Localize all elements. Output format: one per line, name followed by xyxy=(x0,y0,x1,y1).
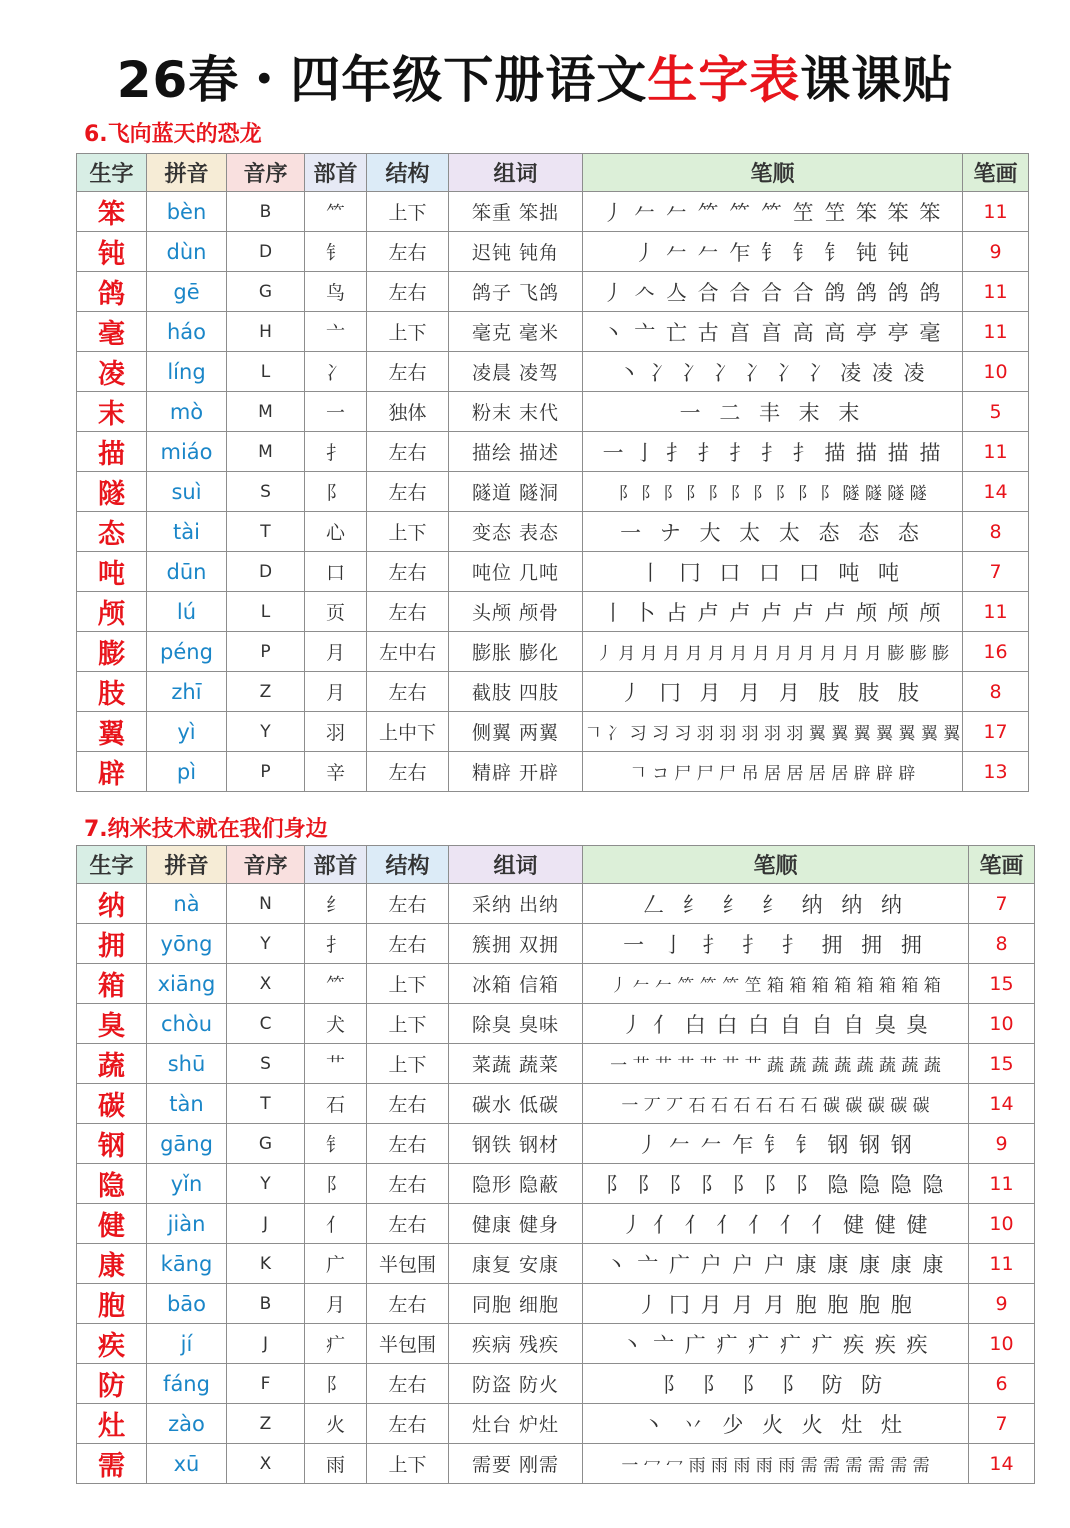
header-radical: 部首 xyxy=(305,154,367,192)
cell-pinyin: kāng xyxy=(147,1244,227,1284)
cell-strokes: 𠃍 コ 尸 尸 尸 吊 居 居 居 居 辟 辟 辟 xyxy=(583,752,963,792)
cell-pinyin: yǐn xyxy=(147,1164,227,1204)
cell-char: 鸽 xyxy=(77,272,147,312)
cell-strokes: 一 ナ 大 太 太 态 态 态 xyxy=(583,512,963,552)
cell-structure: 上下 xyxy=(367,1004,449,1044)
table-row xyxy=(77,1044,1035,1084)
header-pinyin: 拼音 xyxy=(147,846,227,884)
table-row xyxy=(77,352,1029,392)
cell-order: P xyxy=(227,632,305,672)
cell-strokes: 一 冖 冖 雨 雨 雨 雨 雨 需 需 需 需 需 需 xyxy=(583,1444,969,1484)
cell-count: 11 xyxy=(963,592,1029,632)
header-strokes: 笔顺 xyxy=(583,846,969,884)
cell-order: B xyxy=(227,1284,305,1324)
table-row xyxy=(77,1364,1035,1404)
cell-order: N xyxy=(227,884,305,924)
cell-count: 9 xyxy=(969,1124,1035,1164)
cell-words: 鸽子 飞鸽 xyxy=(449,272,583,312)
cell-strokes: 丿 亻 亻 亻 亻 亻 亻 健 健 健 xyxy=(583,1204,969,1244)
cell-radical: 冫 xyxy=(305,352,367,392)
cell-words: 凌晨 凌驾 xyxy=(449,352,583,392)
cell-char: 凌 xyxy=(77,352,147,392)
cell-strokes: 一 亅 扌 扌 扌 拥 拥 拥 xyxy=(583,924,969,964)
table-row xyxy=(77,312,1029,352)
cell-order: C xyxy=(227,1004,305,1044)
cell-order: S xyxy=(227,1044,305,1084)
cell-pinyin: nà xyxy=(147,884,227,924)
cell-words: 除臭 臭味 xyxy=(449,1004,583,1044)
cell-radical: 疒 xyxy=(305,1324,367,1364)
cell-count: 13 xyxy=(963,752,1029,792)
cell-pinyin: dùn xyxy=(147,232,227,272)
cell-structure: 左右 xyxy=(367,672,449,712)
cell-structure: 上下 xyxy=(367,1444,449,1484)
cell-words: 侧翼 两翼 xyxy=(449,712,583,752)
cell-pinyin: zào xyxy=(147,1404,227,1444)
cell-count: 11 xyxy=(963,272,1029,312)
cell-pinyin: dūn xyxy=(147,552,227,592)
table-row xyxy=(77,1164,1035,1204)
cell-pinyin: xiāng xyxy=(147,964,227,1004)
cell-pinyin: jí xyxy=(147,1324,227,1364)
cell-structure: 左右 xyxy=(367,884,449,924)
cell-strokes: 𠃋 纟 纟 纟 纳 纳 纳 xyxy=(583,884,969,924)
cell-char: 隧 xyxy=(77,472,147,512)
table-row xyxy=(77,632,1029,672)
cell-words: 迟钝 钝角 xyxy=(449,232,583,272)
table-row xyxy=(77,1004,1035,1044)
cell-words: 隧道 隧洞 xyxy=(449,472,583,512)
cell-strokes: 丶 亠 广 户 户 户 康 康 康 康 康 xyxy=(583,1244,969,1284)
cell-radical: 火 xyxy=(305,1404,367,1444)
cell-radical: 亻 xyxy=(305,1204,367,1244)
header-structure: 结构 xyxy=(367,846,449,884)
cell-pinyin: bāo xyxy=(147,1284,227,1324)
header-words: 组词 xyxy=(449,154,583,192)
cell-count: 10 xyxy=(969,1324,1035,1364)
cell-structure: 上下 xyxy=(367,312,449,352)
cell-structure: 半包围 xyxy=(367,1244,449,1284)
cell-radical: 广 xyxy=(305,1244,367,1284)
cell-strokes: 丶 亠 广 疒 疒 疒 疒 疾 疾 疾 xyxy=(583,1324,969,1364)
cell-pinyin: jiàn xyxy=(147,1204,227,1244)
cell-strokes: 丿 冂 月 月 月 肢 肢 肢 xyxy=(583,672,963,712)
cell-count: 11 xyxy=(969,1164,1035,1204)
cell-order: T xyxy=(227,512,305,552)
cell-structure: 左中右 xyxy=(367,632,449,672)
cell-words: 碳水 低碳 xyxy=(449,1084,583,1124)
cell-structure: 上中下 xyxy=(367,712,449,752)
cell-structure: 左右 xyxy=(367,752,449,792)
header-row xyxy=(77,154,1029,192)
table-row xyxy=(77,1444,1035,1484)
cell-words: 冰箱 信箱 xyxy=(449,964,583,1004)
cell-words: 康复 安康 xyxy=(449,1244,583,1284)
table-row xyxy=(77,1284,1035,1324)
cell-radical: 月 xyxy=(305,672,367,712)
cell-radical: 阝 xyxy=(305,1364,367,1404)
cell-count: 5 xyxy=(963,392,1029,432)
cell-words: 采纳 出纳 xyxy=(449,884,583,924)
cell-pinyin: suì xyxy=(147,472,227,512)
cell-count: 7 xyxy=(969,1404,1035,1444)
cell-words: 灶台 炉灶 xyxy=(449,1404,583,1444)
section-title-6: 6.飞向蓝天的恐龙 xyxy=(84,122,262,147)
header-radical: 部首 xyxy=(305,846,367,884)
cell-pinyin: líng xyxy=(147,352,227,392)
cell-words: 疾病 残疾 xyxy=(449,1324,583,1364)
cell-radical: 阝 xyxy=(305,1164,367,1204)
cell-char: 蔬 xyxy=(77,1044,147,1084)
cell-radical: 辛 xyxy=(305,752,367,792)
cell-words: 隐形 隐蔽 xyxy=(449,1164,583,1204)
cell-pinyin: bèn xyxy=(147,192,227,232)
table-row xyxy=(77,232,1029,272)
cell-count: 16 xyxy=(963,632,1029,672)
cell-char: 吨 xyxy=(77,552,147,592)
cell-strokes: 丶 亠 亡 古 亯 亯 高 高 亭 亭 毫 xyxy=(583,312,963,352)
cell-strokes: 丿 𠂉 𠂉 ⺮ ⺮ ⺮ 笁 笁 笨 笨 笨 xyxy=(583,192,963,232)
title-part-3: 课课贴 xyxy=(800,51,954,109)
cell-radical: 阝 xyxy=(305,472,367,512)
cell-words: 精辟 开辟 xyxy=(449,752,583,792)
cell-count: 6 xyxy=(969,1364,1035,1404)
cell-pinyin: háo xyxy=(147,312,227,352)
cell-order: Y xyxy=(227,924,305,964)
cell-char: 末 xyxy=(77,392,147,432)
cell-count: 10 xyxy=(969,1204,1035,1244)
cell-count: 14 xyxy=(963,472,1029,512)
header-char: 生字 xyxy=(77,154,147,192)
table-row xyxy=(77,392,1029,432)
cell-structure: 左右 xyxy=(367,1124,449,1164)
cell-structure: 左右 xyxy=(367,1204,449,1244)
page-title xyxy=(0,40,1070,112)
cell-order: D xyxy=(227,232,305,272)
cell-radical: 扌 xyxy=(305,924,367,964)
cell-structure: 左右 xyxy=(367,1164,449,1204)
cell-strokes: 阝 阝 阝 阝 阝 阝 阝 隐 隐 隐 隐 xyxy=(583,1164,969,1204)
cell-structure: 半包围 xyxy=(367,1324,449,1364)
cell-structure: 左右 xyxy=(367,1084,449,1124)
header-pinyin: 拼音 xyxy=(147,154,227,192)
cell-structure: 左右 xyxy=(367,592,449,632)
cell-char: 碳 xyxy=(77,1084,147,1124)
cell-pinyin: gē xyxy=(147,272,227,312)
table-row xyxy=(77,752,1029,792)
cell-pinyin: mò xyxy=(147,392,227,432)
cell-words: 笨重 笨拙 xyxy=(449,192,583,232)
cell-char: 毫 xyxy=(77,312,147,352)
cell-radical: 石 xyxy=(305,1084,367,1124)
cell-count: 11 xyxy=(963,192,1029,232)
cell-order: B xyxy=(227,192,305,232)
cell-pinyin: péng xyxy=(147,632,227,672)
cell-order: D xyxy=(227,552,305,592)
cell-char: 防 xyxy=(77,1364,147,1404)
cell-radical: 鸟 xyxy=(305,272,367,312)
cell-count: 9 xyxy=(963,232,1029,272)
cell-char: 钝 xyxy=(77,232,147,272)
cell-structure: 上下 xyxy=(367,964,449,1004)
character-table-lesson-6 xyxy=(76,153,1029,792)
cell-strokes: 丨 冂 口 口 口 吨 吨 xyxy=(583,552,963,592)
cell-order: G xyxy=(227,1124,305,1164)
cell-count: 15 xyxy=(969,1044,1035,1084)
table-row xyxy=(77,192,1029,232)
table-row xyxy=(77,884,1035,924)
cell-count: 9 xyxy=(969,1284,1035,1324)
cell-count: 17 xyxy=(963,712,1029,752)
cell-words: 截肢 四肢 xyxy=(449,672,583,712)
cell-radical: ⺮ xyxy=(305,192,367,232)
cell-words: 健康 健身 xyxy=(449,1204,583,1244)
cell-structure: 左右 xyxy=(367,472,449,512)
cell-count: 8 xyxy=(969,924,1035,964)
cell-strokes: 丿 𠂉 𠂉 ⺮ ⺮ ⺮ 笁 箱 箱 箱 箱 箱 箱 箱 箱 xyxy=(583,964,969,1004)
cell-structure: 左右 xyxy=(367,432,449,472)
cell-strokes: 𠃍 冫 习 习 习 羽 羽 羽 羽 羽 翼 翼 翼 翼 翼 翼 翼 xyxy=(583,712,963,752)
header-count: 笔画 xyxy=(963,154,1029,192)
cell-strokes: 丿 亻 白 白 白 自 自 自 臭 臭 xyxy=(583,1004,969,1044)
cell-count: 11 xyxy=(963,432,1029,472)
cell-order: L xyxy=(227,592,305,632)
cell-char: 描 xyxy=(77,432,147,472)
cell-structure: 左右 xyxy=(367,1284,449,1324)
table-row xyxy=(77,272,1029,312)
cell-radical: 钅 xyxy=(305,1124,367,1164)
cell-pinyin: yōng xyxy=(147,924,227,964)
header-order: 音序 xyxy=(227,846,305,884)
cell-words: 粉末 末代 xyxy=(449,392,583,432)
cell-strokes: 丶 丷 少 火 火 灶 灶 xyxy=(583,1404,969,1444)
cell-char: 辟 xyxy=(77,752,147,792)
cell-order: Z xyxy=(227,1404,305,1444)
header-order: 音序 xyxy=(227,154,305,192)
cell-char: 膨 xyxy=(77,632,147,672)
cell-order: Y xyxy=(227,1164,305,1204)
cell-char: 臭 xyxy=(77,1004,147,1044)
cell-strokes: 丿 𠆢 亼 合 合 合 合 鸽 鸽 鸽 鸽 xyxy=(583,272,963,312)
cell-order: G xyxy=(227,272,305,312)
cell-pinyin: gāng xyxy=(147,1124,227,1164)
cell-words: 变态 表态 xyxy=(449,512,583,552)
cell-order: F xyxy=(227,1364,305,1404)
header-strokes: 笔顺 xyxy=(583,154,963,192)
cell-char: 隐 xyxy=(77,1164,147,1204)
title-part-1: 26春・四年级下册语文 xyxy=(116,51,648,109)
cell-count: 14 xyxy=(969,1444,1035,1484)
cell-structure: 左右 xyxy=(367,1364,449,1404)
header-structure: 结构 xyxy=(367,154,449,192)
section-title-7: 7.纳米技术就在我们身边 xyxy=(84,817,328,842)
cell-pinyin: zhī xyxy=(147,672,227,712)
cell-structure: 上下 xyxy=(367,512,449,552)
cell-radical: 页 xyxy=(305,592,367,632)
cell-radical: 艹 xyxy=(305,1044,367,1084)
cell-count: 8 xyxy=(963,672,1029,712)
cell-pinyin: pì xyxy=(147,752,227,792)
cell-radical: 犬 xyxy=(305,1004,367,1044)
cell-char: 需 xyxy=(77,1444,147,1484)
cell-strokes: 丨 卜 占 卢 卢 卢 卢 卢 颅 颅 颅 xyxy=(583,592,963,632)
cell-structure: 上下 xyxy=(367,192,449,232)
title-part-2: 生字表 xyxy=(647,51,801,109)
cell-count: 8 xyxy=(963,512,1029,552)
cell-structure: 独体 xyxy=(367,392,449,432)
cell-char: 灶 xyxy=(77,1404,147,1444)
cell-order: L xyxy=(227,352,305,392)
cell-strokes: 一 二 丰 末 末 xyxy=(583,392,963,432)
cell-strokes: 阝 阝 阝 阝 阝 阝 阝 阝 阝 阝 隧 隧 隧 隧 xyxy=(583,472,963,512)
cell-strokes: 阝 阝 阝 阝 防 防 xyxy=(583,1364,969,1404)
cell-pinyin: chòu xyxy=(147,1004,227,1044)
cell-radical: 钅 xyxy=(305,232,367,272)
cell-words: 膨胀 膨化 xyxy=(449,632,583,672)
character-table-lesson-7 xyxy=(76,845,1035,1484)
table-row xyxy=(77,512,1029,552)
cell-radical: ⺮ xyxy=(305,964,367,1004)
cell-strokes: 一 艹 艹 艹 艹 艹 艹 蔬 蔬 蔬 蔬 蔬 蔬 蔬 蔬 xyxy=(583,1044,969,1084)
cell-pinyin: yì xyxy=(147,712,227,752)
cell-radical: 亠 xyxy=(305,312,367,352)
cell-strokes: 丶 冫 冫 冫 冫 冫 冫 凌 凌 凌 xyxy=(583,352,963,392)
table-row xyxy=(77,1324,1035,1364)
cell-words: 防盗 防火 xyxy=(449,1364,583,1404)
cell-words: 毫克 毫米 xyxy=(449,312,583,352)
cell-char: 箱 xyxy=(77,964,147,1004)
cell-strokes: 一 亅 扌 扌 扌 扌 扌 描 描 描 描 xyxy=(583,432,963,472)
table-row xyxy=(77,1404,1035,1444)
cell-radical: 纟 xyxy=(305,884,367,924)
cell-structure: 上下 xyxy=(367,1044,449,1084)
cell-words: 需要 刚需 xyxy=(449,1444,583,1484)
table-row xyxy=(77,712,1029,752)
cell-char: 钢 xyxy=(77,1124,147,1164)
cell-pinyin: fáng xyxy=(147,1364,227,1404)
cell-char: 拥 xyxy=(77,924,147,964)
cell-strokes: 丿 𠂉 𠂉 乍 钅 钅 钅 钝 钝 xyxy=(583,232,963,272)
cell-order: J xyxy=(227,1204,305,1244)
cell-words: 同胞 细胞 xyxy=(449,1284,583,1324)
cell-strokes: 丿 月 月 月 月 月 月 月 月 月 月 月 月 膨 膨 膨 xyxy=(583,632,963,672)
cell-char: 胞 xyxy=(77,1284,147,1324)
cell-radical: 心 xyxy=(305,512,367,552)
cell-count: 14 xyxy=(969,1084,1035,1124)
cell-radical: 一 xyxy=(305,392,367,432)
cell-radical: 羽 xyxy=(305,712,367,752)
cell-count: 11 xyxy=(963,312,1029,352)
cell-structure: 左右 xyxy=(367,552,449,592)
cell-words: 头颅 颅骨 xyxy=(449,592,583,632)
cell-order: X xyxy=(227,1444,305,1484)
cell-char: 康 xyxy=(77,1244,147,1284)
cell-order: X xyxy=(227,964,305,1004)
cell-char: 态 xyxy=(77,512,147,552)
cell-pinyin: xū xyxy=(147,1444,227,1484)
header-char: 生字 xyxy=(77,846,147,884)
cell-count: 11 xyxy=(969,1244,1035,1284)
cell-words: 簇拥 双拥 xyxy=(449,924,583,964)
header-count: 笔画 xyxy=(969,846,1035,884)
table-row xyxy=(77,432,1029,472)
table-row xyxy=(77,1204,1035,1244)
cell-radical: 扌 xyxy=(305,432,367,472)
cell-order: J xyxy=(227,1324,305,1364)
cell-count: 7 xyxy=(969,884,1035,924)
cell-structure: 左右 xyxy=(367,272,449,312)
cell-words: 吨位 几吨 xyxy=(449,552,583,592)
cell-pinyin: tài xyxy=(147,512,227,552)
cell-order: P xyxy=(227,752,305,792)
cell-structure: 左右 xyxy=(367,1404,449,1444)
cell-char: 肢 xyxy=(77,672,147,712)
cell-count: 7 xyxy=(963,552,1029,592)
table-row xyxy=(77,552,1029,592)
cell-pinyin: shū xyxy=(147,1044,227,1084)
cell-order: K xyxy=(227,1244,305,1284)
header-words: 组词 xyxy=(449,846,583,884)
cell-order: Z xyxy=(227,672,305,712)
table-row xyxy=(77,672,1029,712)
cell-char: 纳 xyxy=(77,884,147,924)
cell-words: 钢铁 钢材 xyxy=(449,1124,583,1164)
cell-radical: 月 xyxy=(305,1284,367,1324)
cell-order: Y xyxy=(227,712,305,752)
table-row xyxy=(77,1124,1035,1164)
cell-strokes: 丿 𠂉 𠂉 乍 钅 钅 钢 钢 钢 xyxy=(583,1124,969,1164)
cell-structure: 左右 xyxy=(367,924,449,964)
table-row xyxy=(77,472,1029,512)
cell-radical: 月 xyxy=(305,632,367,672)
table-row xyxy=(77,964,1035,1004)
cell-char: 翼 xyxy=(77,712,147,752)
cell-count: 15 xyxy=(969,964,1035,1004)
cell-char: 颅 xyxy=(77,592,147,632)
table-row xyxy=(77,592,1029,632)
cell-order: M xyxy=(227,432,305,472)
cell-order: H xyxy=(227,312,305,352)
cell-pinyin: lú xyxy=(147,592,227,632)
cell-char: 疾 xyxy=(77,1324,147,1364)
cell-char: 笨 xyxy=(77,192,147,232)
cell-structure: 左右 xyxy=(367,352,449,392)
table-row xyxy=(77,1084,1035,1124)
table-row xyxy=(77,924,1035,964)
cell-strokes: 丿 冂 月 月 月 胞 胞 胞 胞 xyxy=(583,1284,969,1324)
cell-strokes: 一 丆 丆 石 石 石 石 石 石 碳 碳 碳 碳 碳 xyxy=(583,1084,969,1124)
cell-order: M xyxy=(227,392,305,432)
cell-pinyin: miáo xyxy=(147,432,227,472)
cell-count: 10 xyxy=(969,1004,1035,1044)
cell-radical: 口 xyxy=(305,552,367,592)
cell-structure: 左右 xyxy=(367,232,449,272)
cell-pinyin: tàn xyxy=(147,1084,227,1124)
cell-order: S xyxy=(227,472,305,512)
cell-words: 菜蔬 蔬菜 xyxy=(449,1044,583,1084)
cell-char: 健 xyxy=(77,1204,147,1244)
header-row xyxy=(77,846,1035,884)
table-row xyxy=(77,1244,1035,1284)
cell-radical: 雨 xyxy=(305,1444,367,1484)
cell-order: T xyxy=(227,1084,305,1124)
cell-count: 10 xyxy=(963,352,1029,392)
cell-words: 描绘 描述 xyxy=(449,432,583,472)
